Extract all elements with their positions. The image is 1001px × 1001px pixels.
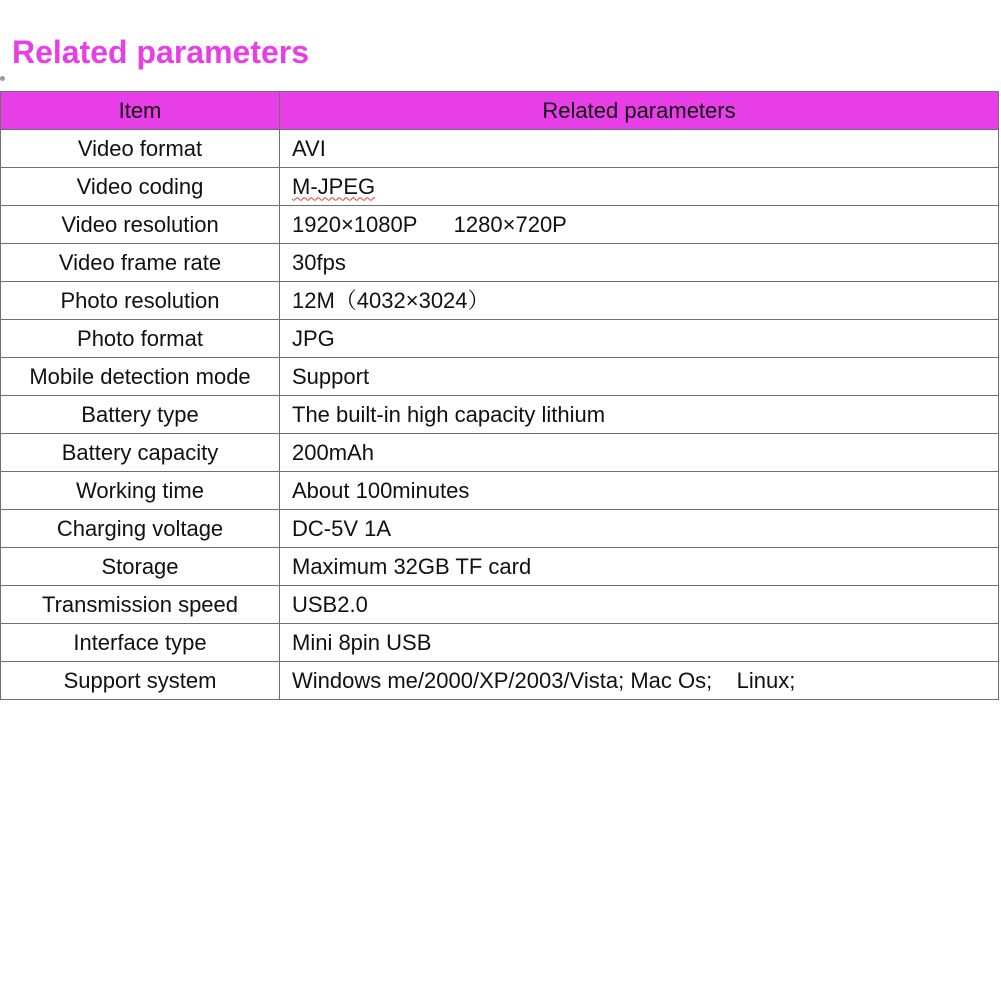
table-header-row: [1, 92, 999, 130]
row-item-video-format: Video format: [1, 130, 280, 168]
table-row: [1, 510, 999, 548]
table-row: [1, 320, 999, 358]
row-item-interface-type: Interface type: [1, 624, 280, 662]
row-item-mobile-detection-mode: Mobile detection mode: [1, 358, 280, 396]
row-item-charging-voltage: Charging voltage: [1, 510, 280, 548]
table-row: [1, 662, 999, 700]
row-value-storage: Maximum 32GB TF card: [280, 548, 999, 586]
table-row: [1, 548, 999, 586]
row-value-video-resolution: 1920×1080P 1280×720P: [280, 206, 999, 244]
row-item-photo-format: Photo format: [1, 320, 280, 358]
table-row: [1, 586, 999, 624]
row-item-battery-capacity: Battery capacity: [1, 434, 280, 472]
row-item-video-frame-rate: Video frame rate: [1, 244, 280, 282]
row-item-battery-type: Battery type: [1, 396, 280, 434]
table-row: [1, 396, 999, 434]
page-title: Related parameters: [12, 34, 310, 70]
row-item-video-resolution: Video resolution: [1, 206, 280, 244]
table-row: [1, 130, 999, 168]
table-row: [1, 358, 999, 396]
table-row: [1, 244, 999, 282]
row-item-storage: Storage: [1, 548, 280, 586]
row-value-video-format: AVI: [280, 130, 999, 168]
row-value-photo-format: JPG: [280, 320, 999, 358]
row-value-video-coding: [280, 168, 999, 206]
row-value-video-frame-rate: 30fps: [280, 244, 999, 282]
row-item-photo-resolution: Photo resolution: [1, 282, 280, 320]
row-value-photo-resolution: 12M（4032×3024）: [280, 282, 999, 320]
video-coding-value-text: M-JPEG: [292, 173, 376, 199]
row-value-battery-capacity: 200mAh: [280, 434, 999, 472]
row-value-mobile-detection-mode: Support: [280, 358, 999, 396]
row-item-working-time: Working time: [1, 472, 280, 510]
row-value-support-system: Windows me/2000/XP/2003/Vista; Mac Os; Linux;: [280, 662, 999, 700]
row-value-battery-type: The built-in high capacity lithium: [280, 396, 999, 434]
row-item-support-system: Support system: [1, 662, 280, 700]
spec-table: [0, 91, 999, 700]
column-header-related-parameters: Related parameters: [280, 92, 999, 130]
table-row: [1, 282, 999, 320]
row-value-transmission-speed: USB2.0: [280, 586, 999, 624]
corner-mark: [0, 76, 5, 81]
row-value-working-time: About 100minutes: [280, 472, 999, 510]
column-header-item: Item: [1, 92, 280, 130]
row-value-charging-voltage: DC-5V 1A: [280, 510, 999, 548]
table-row: [1, 624, 999, 662]
row-value-interface-type: Mini 8pin USB: [280, 624, 999, 662]
table-row: [1, 206, 999, 244]
table-row: [1, 434, 999, 472]
row-item-video-coding: Video coding: [1, 168, 280, 206]
table-row: [1, 472, 999, 510]
row-item-transmission-speed: Transmission speed: [1, 586, 280, 624]
table-row: [1, 168, 999, 206]
